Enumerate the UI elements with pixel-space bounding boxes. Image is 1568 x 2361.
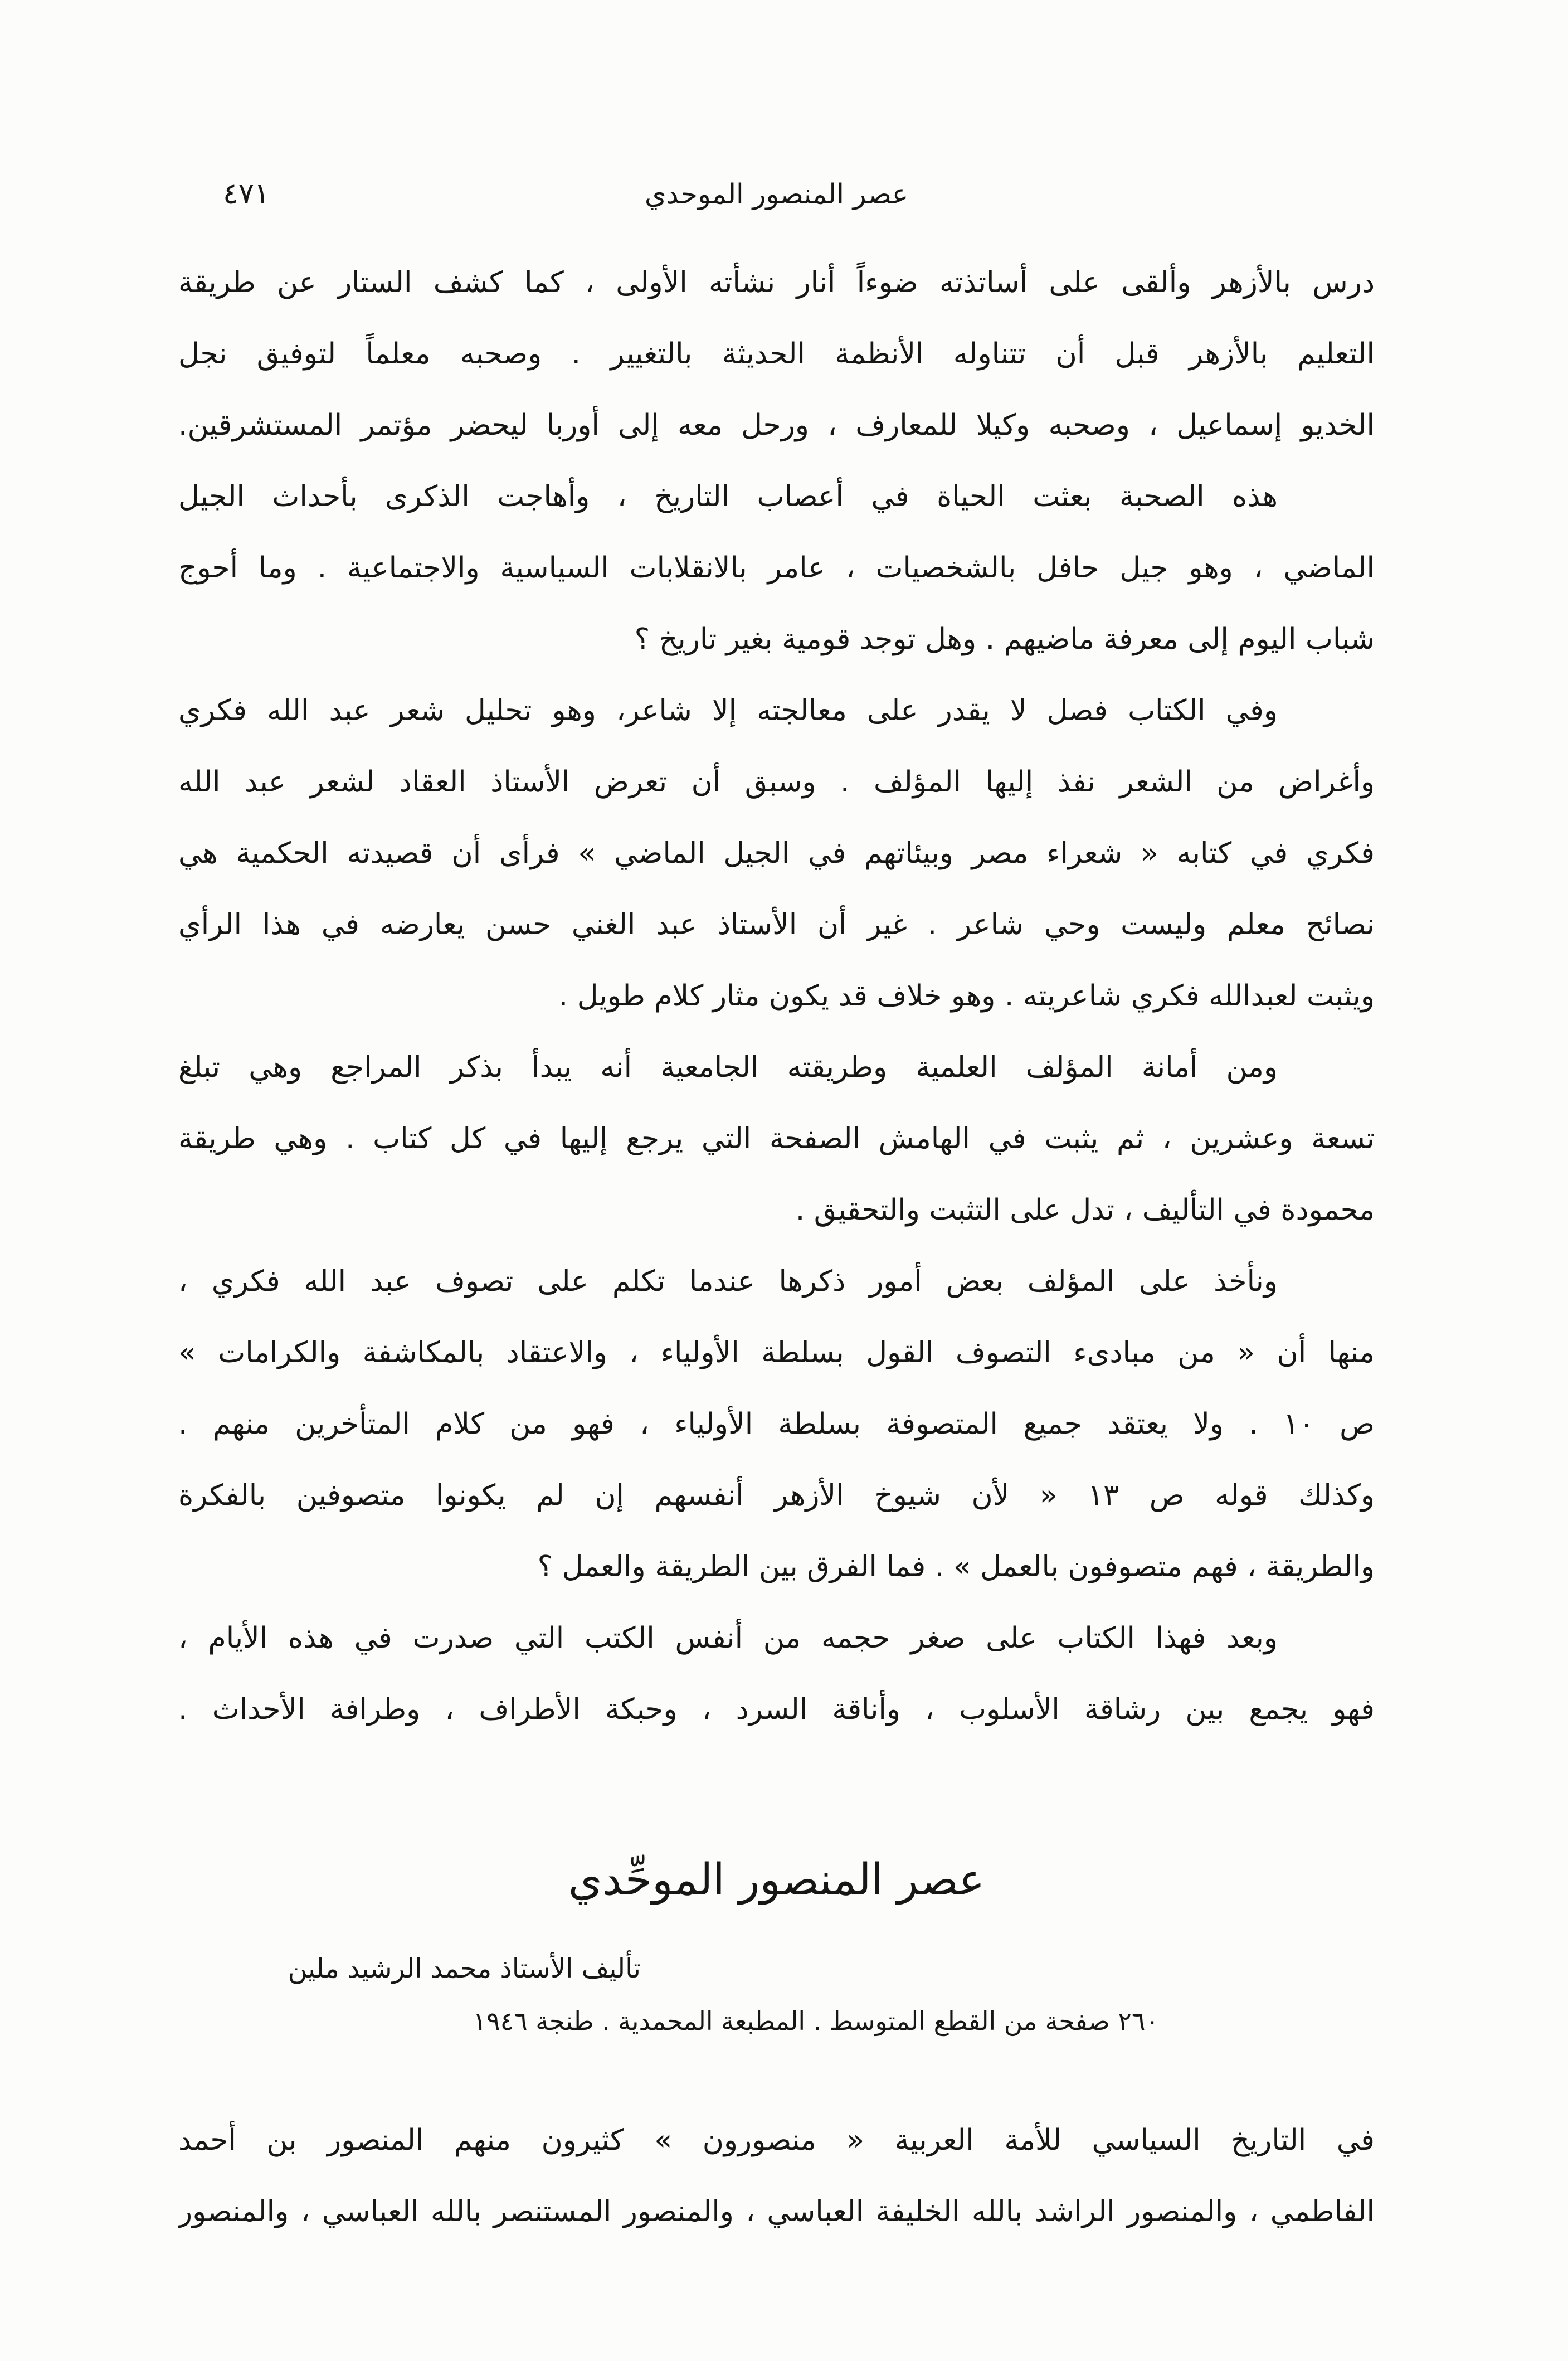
text-line: الفاطمي ، والمنصور الراشد بالله الخليفة العباسي ، والمنصور المستنصر بالله العباسي ، والمنصور [178, 2195, 1375, 2228]
text-line: وأغراض من الشعر نفذ إليها المؤلف . وسبق أن تعرض الأستاذ العقاد لشعر عبد الله [178, 765, 1375, 799]
text-line: في التاريخ السياسي للأمة العربية « منصورون » كثيرون منهم المنصور بن أحمد [178, 2124, 1375, 2157]
review-author: تأليف الأستاذ محمد الرشيد ملين [288, 1954, 641, 1984]
text-line: وفي الكتاب فصل لا يقدر على معالجته إلا شاعر، وهو تحليل شعر عبد الله فكري [178, 694, 1278, 727]
text-line: نصائح معلم وليست وحي شاعر . غير أن الأستاذ عبد الغني حسن يعارضه في هذا الرأي [178, 908, 1375, 941]
review-body [178, 2105, 1375, 2247]
paragraph [178, 2105, 1375, 2247]
page-number: ٤٧١ [223, 177, 270, 211]
text-line: التعليم بالأزهر قبل أن تتناوله الأنظمة الحديثة بالتغيير . وصحبه معلماً لتوفيق نجل [178, 337, 1375, 371]
text-line: الخديو إسماعيل ، وصحبه وكيلا للمعارف ، ورحل معه إلى أوربا ليحضر مؤتمر المستشرقين. [178, 409, 1375, 442]
text-line: وبعد فهذا الكتاب على صغر حجمه من أنفس الكتب التي صدرت في هذه الأيام ، [178, 1621, 1278, 1655]
paragraph [178, 247, 1375, 461]
paragraph [178, 1246, 1375, 1602]
text-line: والطريقة ، فهم متصوفون بالعمل » . فما الفرق بين الطريقة والعمل ؟ [537, 1550, 1375, 1583]
text-line: تسعة وعشرين ، ثم يثبت في الهامش الصفحة التي يرجع إليها في كل كتاب . وهي طريقة [178, 1122, 1375, 1155]
review-title: عصر المنصور الموحِّدي [568, 1855, 985, 1905]
paragraph [178, 675, 1375, 1032]
paragraph [178, 1602, 1375, 1745]
text-line: محمودة في التأليف ، تدل على التثبت والتحقيق . [795, 1193, 1375, 1227]
text-line: درس بالأزهر وألقى على أساتذته ضوءاً أنار نشأته الأولى ، كما كشف الستار عن طريقة [178, 266, 1375, 299]
text-line: الماضي ، وهو جيل حافل بالشخصيات ، عامر بالانقلابات السياسية والاجتماعية . وما أحوج [178, 551, 1375, 585]
text-line: ومن أمانة المؤلف العلمية وطريقته الجامعية أنه يبدأ بذكر المراجع وهي تبلغ [178, 1051, 1278, 1084]
text-line: ص ١٠ . ولا يعتقد جميع المتصوفة بسلطة الأولياء ، فهو من كلام المتأخرين منهم . [178, 1407, 1375, 1441]
paragraph [178, 461, 1375, 675]
continued-review-body [178, 247, 1375, 1745]
review-publication-info: ٢٦٠ صفحة من القطع المتوسط . المطبعة المحمدية . طنجة ١٩٤٦ [473, 2007, 1159, 2036]
text-line: ويثبت لعبدالله فكري شاعريته . وهو خلاف قد يكون مثار كلام طويل . [558, 979, 1375, 1013]
text-line: ونأخذ على المؤلف بعض أمور ذكرها عندما تكلم على تصوف عبد الله فكري ، [178, 1265, 1278, 1298]
text-line: منها أن « من مبادىء التصوف القول بسلطة الأولياء ، والاعتقاد بالمكاشفة والكرامات » [178, 1336, 1375, 1369]
text-line: فكري في كتابه « شعراء مصر وبيئاتهم في الجيل الماضي » فرأى أن قصيدته الحكمية هي [178, 837, 1375, 870]
text-line: وكذلك قوله ص ١٣ « لأن شيوخ الأزهر أنفسهم إن لم يكونوا متصوفين بالفكرة [178, 1479, 1375, 1512]
running-header-title: عصر المنصور الموحدي [644, 178, 909, 210]
text-line: شباب اليوم إلى معرفة ماضيهم . وهل توجد قومية بغير تاريخ ؟ [634, 623, 1375, 656]
text-line: هذه الصحبة بعثت الحياة في أعصاب التاريخ ، وأهاجت الذكرى بأحداث الجيل [178, 480, 1278, 513]
text-line: فهو يجمع بين رشاقة الأسلوب ، وأناقة السرد ، وحبكة الأطراف ، وطرافة الأحداث . [178, 1693, 1375, 1726]
paragraph [178, 1032, 1375, 1246]
